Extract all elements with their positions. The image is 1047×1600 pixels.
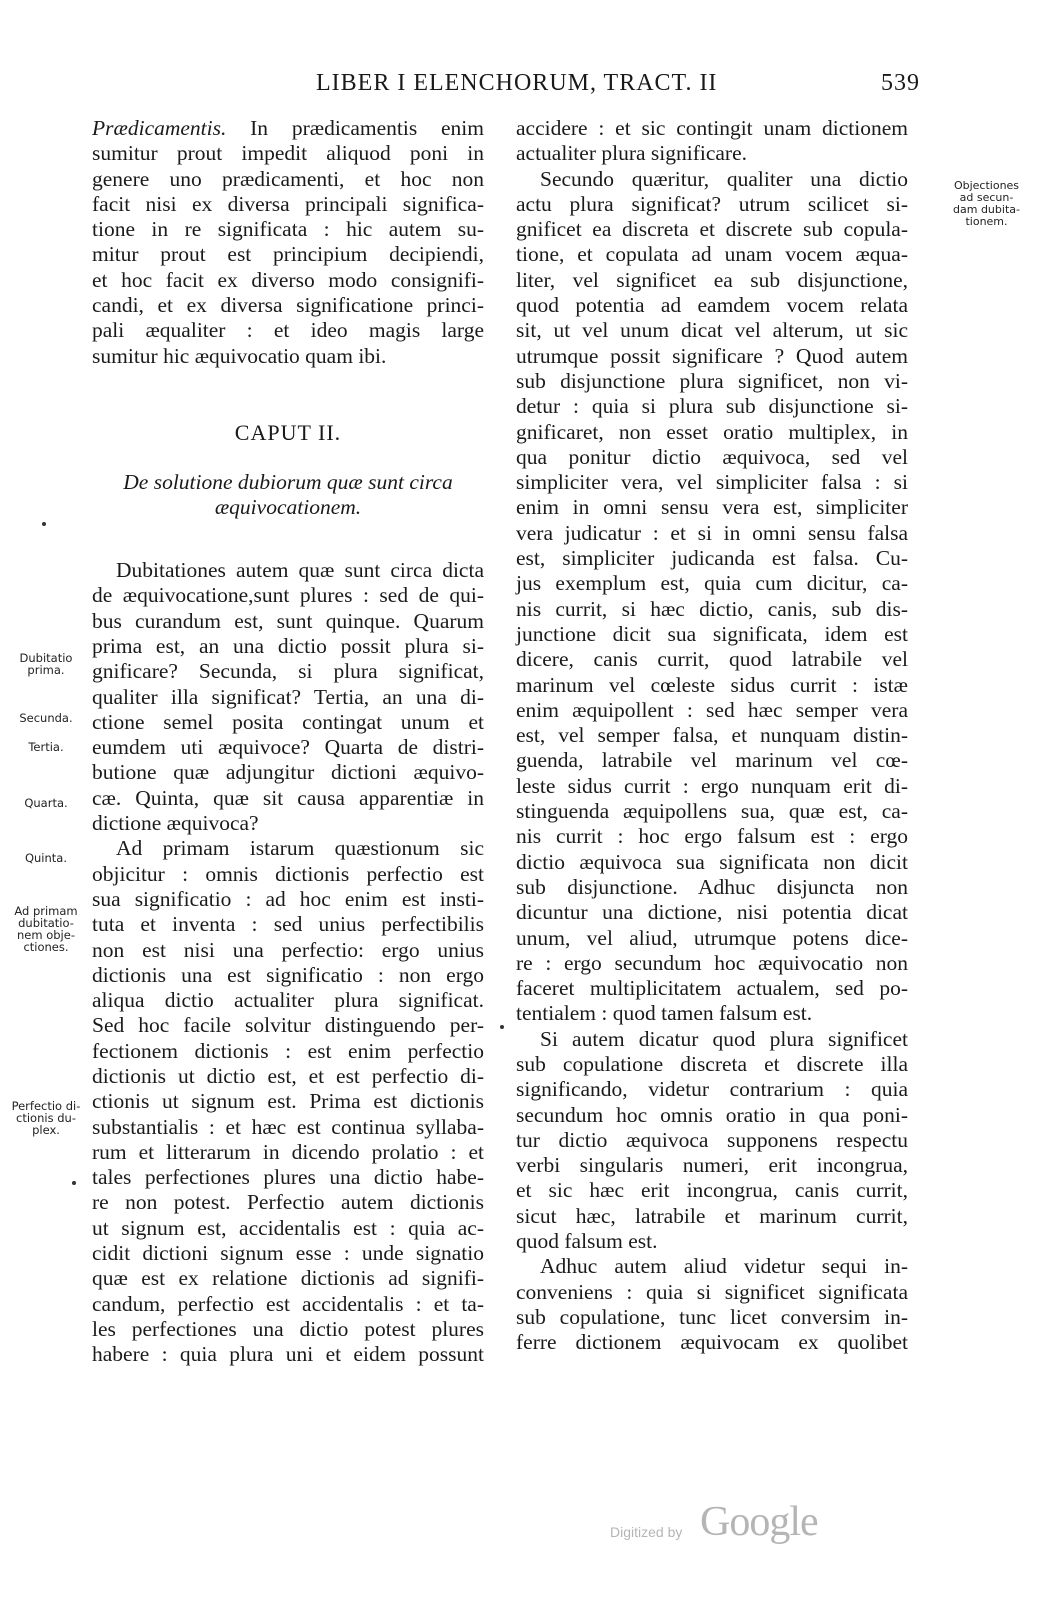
- text-line: tione, et copulata ad unam vocem æqua-: [516, 242, 908, 267]
- text-line: tione in re significata : hic autem su-: [92, 217, 484, 242]
- margin-note-line: tionem.: [965, 215, 1008, 228]
- right-column: [516, 116, 908, 1356]
- margin-note-line: Ad primam: [14, 904, 78, 918]
- text-line: actualiter plura significare.: [516, 141, 748, 166]
- text-line: dictio æquivoca sua significata non dicit: [516, 849, 908, 874]
- chapter-subtitle: De solutione dubiorum quæ sunt circa: [123, 470, 453, 495]
- text-line: dictione æquivoca?: [92, 811, 259, 836]
- margin-note-line: nem obje-: [17, 928, 75, 942]
- text-line: significando, videtur contrarium : quia: [516, 1077, 908, 1102]
- text-line: Ad primam istarum quæstionum sic: [116, 836, 484, 861]
- margin-note-line: plex.: [32, 1123, 60, 1137]
- text-line: faceret multiplicitatem actualem, sed po-: [516, 976, 908, 1001]
- text-line: quod potentia ad eamdem vocem relata: [516, 293, 908, 318]
- text-line: qualiter illa significat? Tertia, an una di-: [92, 684, 484, 709]
- text-line: ctione semel posita contingat unum et: [92, 709, 484, 734]
- text-line: sua significatio : ad hoc enim est insti-: [92, 886, 484, 911]
- text-line: gnificet ea discreta et discrete sub copula-: [516, 217, 908, 242]
- text-line: stinguenda æquipollens sua, quæ est, ca-: [516, 799, 908, 824]
- text-line: bus curandum est, sunt quinque. Quarum: [92, 608, 484, 633]
- margin-note-tertia: Tertia.: [28, 740, 64, 754]
- text-line: sumitur hic æquivocatio quam ibi.: [92, 343, 387, 368]
- text-line: est, simpliciter judicanda est falsa. Cu-: [516, 546, 908, 571]
- text-line: de æquivocatione,sunt plures : sed de qui-: [92, 583, 484, 608]
- text-line-rest: In prædicamentis enim: [226, 116, 484, 140]
- margin-note-line: ctionis du-: [16, 1111, 76, 1125]
- text-line: facit nisi ex diversa principali significa-: [92, 191, 484, 216]
- text-line: cidit dictioni signum esse : unde signatio: [92, 1241, 484, 1266]
- margin-note-line: ad secun-: [959, 191, 1014, 204]
- text-line: utrumque possit significare ? Quod autem: [516, 343, 908, 368]
- text-line: dicere, canis currit, quod latrabile vel: [516, 647, 908, 672]
- text-line: gnificaret, non esset oratio multiplex, in: [516, 419, 908, 444]
- text-line: Secundo quæritur, qualiter una dictio: [540, 166, 908, 191]
- text-line: ctionis ut signum est. Prima est dictionis: [92, 1089, 484, 1114]
- text-line: sub copulatione, tunc licet conversim in-: [516, 1304, 908, 1329]
- text-line: liter, vel significet ea sub disjunctione,: [516, 267, 908, 292]
- text-line: secundum hoc omnis oratio in qua poni-: [516, 1102, 908, 1127]
- text-line: candi, et ex diversa significatione princi-: [92, 293, 484, 318]
- text-line: guenda, latrabile vel marinum vel cœ-: [516, 748, 908, 773]
- text-line: pali æqualiter : et ideo magis large: [92, 318, 484, 343]
- text-line: re : ergo secundum hoc æquivocatio non: [516, 950, 908, 975]
- text-line: habere : quia plura uni et eidem possunt: [92, 1342, 484, 1367]
- text-line: Adhuc autem aliud videtur sequi in-: [540, 1254, 908, 1279]
- text-line: junctione dicit sua significata, idem est: [516, 621, 908, 646]
- margin-note-line: dam dubita-: [953, 203, 1020, 216]
- text-line: marinum vel cœleste sidus currit : istæ: [516, 672, 908, 697]
- italic-lead-word: Prædicamentis.: [92, 116, 227, 140]
- text-line: Si autem dicatur quod plura significet: [540, 1026, 908, 1051]
- text-line: et sic hæc erit incongrua, canis currit,: [516, 1178, 908, 1203]
- text-line: sicut hæc, latrabile et marinum currit,: [516, 1203, 908, 1228]
- margin-note-objectiones: [926, 180, 1047, 228]
- text-line: sit, ut vel unum dicat vel alterum, ut sic: [516, 318, 908, 343]
- text-line: unum, vel aliud, utrumque potens dice-: [516, 925, 908, 950]
- text-line: tentialem : quod tamen falsum est.: [516, 1001, 813, 1026]
- left-column: [92, 116, 484, 1368]
- margin-note-secunda: Secunda.: [19, 711, 73, 725]
- text-line: quæ est ex relatione dictionis ad signifi-: [92, 1266, 484, 1291]
- chapter-subtitle: æquivocationem.: [214, 495, 362, 520]
- text-line: gnificare? Secunda, si plura significat,: [92, 659, 484, 684]
- text-line: re non potest. Perfectio autem dictionis: [92, 1190, 484, 1215]
- margin-note-line: Dubitatio: [19, 651, 73, 665]
- text-line: dictionis una est significatio : non ergo: [92, 962, 484, 987]
- text-line: dicuntur una dictione, nisi potentia dicat: [516, 900, 908, 925]
- margin-note-quarta: Quarta.: [24, 796, 68, 810]
- running-header: [300, 62, 920, 102]
- margin-note-line: dubitatio-: [18, 916, 74, 930]
- margin-note-dubitatio-prima: [0, 652, 92, 676]
- running-title: LIBER I ELENCHORUM, TRACT. II: [316, 70, 718, 96]
- text-line: aliqua dictio actualiter plura significat.: [92, 988, 484, 1013]
- text-line: fectionem dictionis : est enim perfectio: [92, 1038, 484, 1063]
- text-line: [92, 116, 484, 141]
- text-line: tales perfectiones plures una dictio habe-: [92, 1165, 484, 1190]
- text-line: rum et litterarum in dicendo prolatio : et: [92, 1139, 484, 1164]
- text-line: ut signum est, accidentalis est : quia ac-: [92, 1215, 484, 1240]
- text-line: sumitur prout impedit aliquod poni in: [92, 141, 484, 166]
- margin-note-quinta: Quinta.: [24, 851, 68, 865]
- text-line: sub copulatione discreta et discrete illa: [516, 1051, 908, 1076]
- text-line: les perfectiones una dictio potest plures: [92, 1316, 484, 1341]
- text-line: dictionis ut dictio est, et est perfectio di-: [92, 1063, 484, 1088]
- margin-note-line: Perfectio di-: [11, 1099, 81, 1113]
- margin-note-line: ctiones.: [23, 940, 69, 954]
- text-line: prima est, an una dictio possit plura si-: [92, 633, 484, 658]
- text-line: jus exemplum est, quia cum dicitur, ca-: [516, 571, 908, 596]
- text-line: cæ. Quinta, quæ sit causa apparentiæ in: [92, 785, 484, 810]
- margin-note-perfectio: [0, 1100, 92, 1136]
- digitized-watermark: [610, 1498, 850, 1558]
- speck: [42, 522, 46, 526]
- text-line: tuta et inventa : sed unius perfectibilis: [92, 912, 484, 937]
- text-line: vera judicatur : et si in omni sensu falsa: [516, 520, 908, 545]
- text-line: simpliciter vera, vel simpliciter falsa : si: [516, 470, 908, 495]
- speck: [500, 1025, 504, 1029]
- text-line: est, vel semper falsa, et nunquam distin-: [516, 723, 908, 748]
- text-line: et hoc facit ex diverso modo consignifi-: [92, 267, 484, 292]
- google-logo: Google: [700, 1499, 818, 1545]
- text-line: ferre dictionem æquivocam ex quolibet: [516, 1330, 908, 1355]
- text-line: objicitur : omnis dictionis perfectio est: [92, 861, 484, 886]
- margin-note-line: prima.: [27, 663, 65, 677]
- text-line: substantialis : et hæc est continua syllaba-: [92, 1114, 484, 1139]
- text-line: butione quæ adjungitur dictioni æquivo-: [92, 760, 484, 785]
- text-line: leste sidus currit : ergo nunquam erit di-: [516, 773, 908, 798]
- text-line: conveniens : quia si significet significata: [516, 1279, 908, 1304]
- text-line: accidere : et sic contingit unam dictionem: [516, 116, 908, 140]
- text-line: sub disjunctione. Adhuc disjuncta non: [516, 874, 908, 899]
- text-line: genere uno prædicamenti, et hoc non: [92, 166, 484, 191]
- text-line: Sed hoc facile solvitur distinguendo per-: [92, 1013, 484, 1038]
- text-line: Dubitationes autem quæ sunt circa dicta: [116, 558, 484, 583]
- text-line: enim in omni sensu vera est, simpliciter: [516, 495, 908, 520]
- text-line: eumdem uti æquivoce? Quarta de distri-: [92, 735, 484, 760]
- text-line: verbi singularis numeri, erit incongrua,: [516, 1153, 908, 1178]
- margin-note-line: Objectiones: [953, 179, 1020, 192]
- page-number: 539: [881, 70, 920, 96]
- text-line: qua ponitur dictio æquivoca, sed vel: [516, 444, 908, 469]
- speck: [72, 1181, 76, 1185]
- text-line: detur : quia si plura sub disjunctione si-: [516, 394, 908, 419]
- text-line: tur dictio æquivoca supponens respectu: [516, 1127, 908, 1152]
- text-line: non est nisi una perfectio: ergo unius: [92, 937, 484, 962]
- text-line: actu plura significat? utrum scilicet si-: [516, 191, 908, 216]
- text-line: enim æquipollent : sed hæc semper vera: [516, 697, 908, 722]
- text-line: mitur prout est principium decipiendi,: [92, 242, 484, 267]
- text-line: sub disjunctione plura significet, non vi-: [516, 368, 908, 393]
- digitized-by-text: Digitized by: [610, 1524, 683, 1540]
- text-line: nis currit, si hæc dictio, canis, sub dis-: [516, 596, 908, 621]
- text-line: quod falsum est.: [516, 1229, 658, 1254]
- chapter-heading: CAPUT II.: [234, 419, 342, 445]
- margin-note-ad-primam: [0, 905, 92, 953]
- text-line: nis currit : hoc ergo falsum est : ergo: [516, 824, 908, 849]
- text-line: candum, perfectio est accidentalis : et ta-: [92, 1291, 484, 1316]
